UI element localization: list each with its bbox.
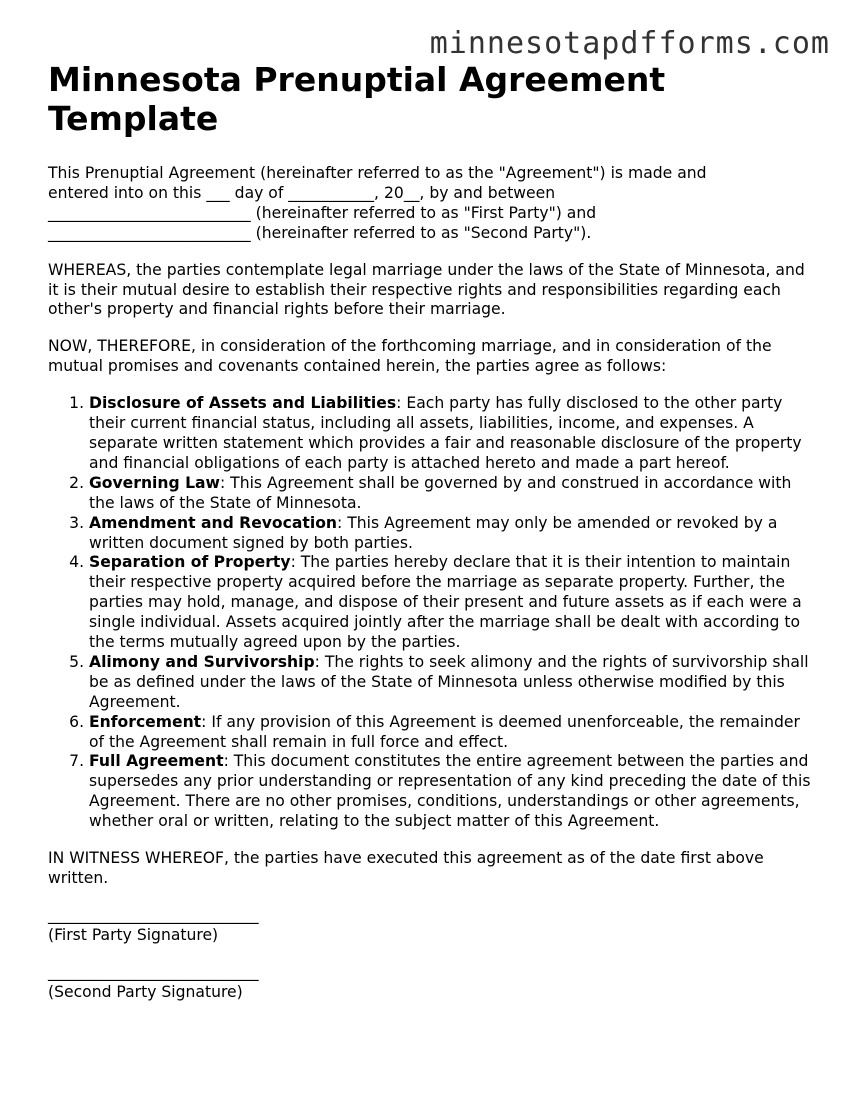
clause-list (48, 394, 818, 832)
second-signature-line: ___________________________ (48, 962, 259, 981)
clause-item (89, 653, 818, 713)
whereas-paragraph: WHEREAS, the parties contemplate legal marriage under the laws of the State of Minnesota, and it is their mutual desire to establish their respective rights and responsibilities regarding each other's property and financial rights before their marriage. (48, 260, 805, 319)
clause-heading: Separation of Property (89, 553, 291, 572)
clause-text: : This Agreement may only be amended or revoked by a written document signed by both parties. (89, 513, 778, 552)
intro-line: __________________________ (hereinafter referred to as "Second Party"). (48, 223, 592, 242)
clause-item (89, 713, 818, 753)
clause-heading: Alimony and Survivorship (89, 652, 315, 671)
intro-line: __________________________ (hereinafter referred to as "First Party") and (48, 203, 597, 222)
clause-item (89, 553, 818, 653)
second-signature-label: (Second Party Signature) (48, 982, 243, 1001)
clause-heading: Enforcement (89, 712, 202, 731)
clause-text: : Each party has fully disclosed to the other party their current financial status, including all assets, liabilities, income, and expenses. A separate written statement which provides a fair and reasonable disclosure of the property and financial obligations of each party is attached hereto and made a part hereof. (89, 394, 802, 472)
page-title: Minnesota Prenuptial Agreement Template (48, 60, 666, 138)
clause-item (89, 514, 818, 554)
clause-heading: Disclosure of Assets and Liabilities (89, 394, 397, 413)
clause-item (89, 394, 818, 474)
clause-item (89, 474, 818, 514)
clause-text: : If any provision of this Agreement is deemed unenforceable, the remainder of the Agreement shall remain in full force and effect. (89, 712, 800, 751)
intro-paragraph (48, 164, 818, 244)
clause-heading: Full Agreement (89, 752, 224, 771)
clause-heading: Amendment and Revocation (89, 513, 338, 532)
clause-text: : This document constitutes the entire agreement between the parties and supersedes any prior understanding or representation of any kind preceding the date of this Agreement. There are no other promises, conditions, understandings or other agreements, whether oral or written, relating to the subject matter of this Agreement. (89, 752, 811, 831)
clause-text: : This Agreement shall be governed by and construed in accordance with the laws of the State of Minnesota. (89, 473, 792, 512)
clause-text: : The parties hereby declare that it is their intention to maintain their respective property acquired before the marriage as separate property. Further, the parties may hold, manage, and dispose of their present and future assets as if each were a single individual. Assets acquired jointly after the marriage shall be dealt with according to the terms mutually agreed upon by the parties. (89, 553, 802, 652)
first-signature-label: (First Party Signature) (48, 925, 219, 944)
intro-line: entered into on this ___ day of ___________, 20__, by and between (48, 183, 556, 202)
clause-heading: Governing Law (89, 473, 220, 492)
signature-block (48, 906, 818, 1003)
watermark: minnesotapdfforms.com (429, 26, 830, 61)
first-signature-line: ___________________________ (48, 905, 259, 924)
intro-line: This Prenuptial Agreement (hereinafter referred to as the "Agreement") is made and (48, 164, 707, 182)
witness-paragraph: IN WITNESS WHEREOF, the parties have executed this agreement as of the date first above written. (48, 849, 764, 887)
clause-text: : The rights to seek alimony and the rights of survivorship shall be as defined under the laws of the State of Minnesota unless otherwise modified by this Agreement. (89, 652, 809, 711)
clause-item (89, 752, 818, 832)
therefore-paragraph: NOW, THEREFORE, in consideration of the forthcoming marriage, and in consideration of the mutual promises and covenants contained herein, the parties agree as follows: (48, 337, 772, 376)
document-body (48, 164, 818, 1020)
